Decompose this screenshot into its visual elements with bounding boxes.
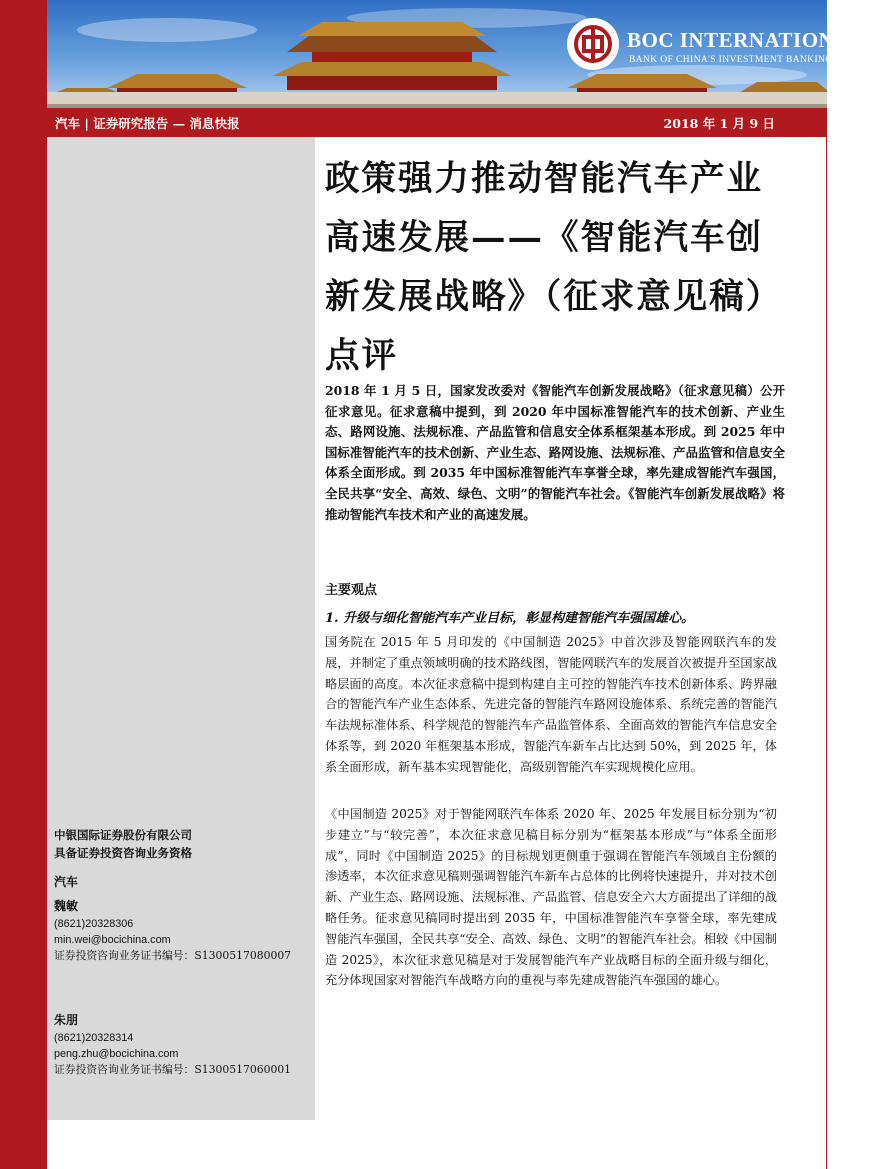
boc-emblem-svg [573,24,613,64]
analyst-name: 朱朋 [54,1013,79,1027]
section-heading: 主要观点 [325,583,378,598]
point-heading: 1. 升级与细化智能汽车产业目标，彰显构建智能汽车强国雄心。 [325,611,695,626]
body-paragraph: 《中国制造 2025》对于智能网联汽车体系 2020 年、2025 年发展目标分别为“初步建立”与“较完善”，本次征求意见稿目标分别为“框架基本形成”与“体系全面形成”，同时《中国制造 2025》的目标规划更侧重于强调在智能汽车领域自主份额的渗透率，本次征求意见稿则强调智能汽车新车占总体的比例将快速提升，并对技术创新、产业生态、路网设施、法规标准、产品监管、信息安全六大方面提出了详细的战略任务。征求意见稿同时提出到 2035 年，中国标准智能汽车享誉全球，率先建成智能汽车强国，全民共享“安全、高效、绿色、文明”的智能汽车社会。相较《中国制造 2025》，本次征求意见稿是对于发展智能汽车产业战略目标的全面升级与细化，充分体现国家对智能汽车战略方向的重视与率先建成智能汽车强国的雄心。 [325,807,777,988]
header-banner-image [47,0,870,108]
analyst-name: 魏敏 [54,899,79,913]
analyst-phone: (8621)20328314 [54,1032,134,1044]
body-paragraph: 国务院在 2015 年 5 月印发的《中国制造 2025》中首次涉及智能网联汽车的发展，并制定了重点领域明确的技术路线图，智能网联汽车的发展首次被提升至国家战略层面的高度。本次征求意稿中提到构建自主可控的智能汽车技术创新体系、跨界融合的智能汽车产业生态体系、先进完备的智能汽车路网设施体系、系统完善的智能汽车法规标准体系、科学规范的智能汽车产品监管体系、全面高效的智能汽车信息安全体系等，到 2020 年框架基本形成，智能汽车新车占比达到 50%，到 2025 年，体系全面形成，新车基本实现智能化，高级别智能汽车实现规模化应用。 [325,635,777,774]
analyst-phone: (8621)20328306 [54,918,134,930]
report-category: 汽车 | 证券研究报告 — 消息快报 [55,116,240,131]
left-accent-bar [0,0,47,1169]
boci-logo [567,18,870,74]
company-name: 中银国际证券股份有限公司 [54,828,192,842]
boc-emblem-icon [567,18,619,70]
right-accent-line [826,0,827,1169]
sector-label: 汽车 [54,875,79,889]
company-info [54,826,192,862]
brand-name: BOC INTERNATIONAL [627,28,865,52]
analyst-license: 证券投资咨询业务证书编号：S1300517060001 [54,1063,292,1076]
analyst-email[interactable]: peng.zhu@bocichina.com [54,1048,179,1060]
analyst-license: 证券投资咨询业务证书编号：S1300517080007 [54,949,292,962]
report-date: 2018 年 1 月 9 日 [663,116,775,131]
report-title: 政策强力推动智能汽车产业高速发展——《智能汽车创新发展战略》（征求意见稿）点评 [325,159,783,376]
report-summary: 2018 年 1 月 5 日，国家发改委对《智能汽车创新发展战略》（征求意见稿）公开征求意见。征求意稿中提到，到 2020 年中国标准智能汽车的技术创新、产业生态、路网设施、法规标准、产品监管和信息安全体系框架基本形成。到 2025 年中国标准智能汽车的技术创新、产业生态、路网设施、法规标准、产品监管和信息安全体系全面形成。到 2035 年中国标准智能汽车享誉全球，率先建成智能汽车强国，全民共享“安全、高效、绿色、文明”的智能汽车社会。《智能汽车创新发展战略》将推动智能汽车技术和产业的高速发展。 [325,383,785,522]
sidebar-panel [47,137,315,1120]
analyst-card [54,1010,291,1078]
category-bar [47,108,827,137]
analyst-card [54,896,291,964]
brand-subtitle: BANK OF CHINA'S INVESTMENT BANKING GROUP [629,55,870,65]
analyst-email[interactable]: min.wei@bocichina.com [54,934,171,946]
company-qualification: 具备证券投资咨询业务资格 [54,846,192,860]
